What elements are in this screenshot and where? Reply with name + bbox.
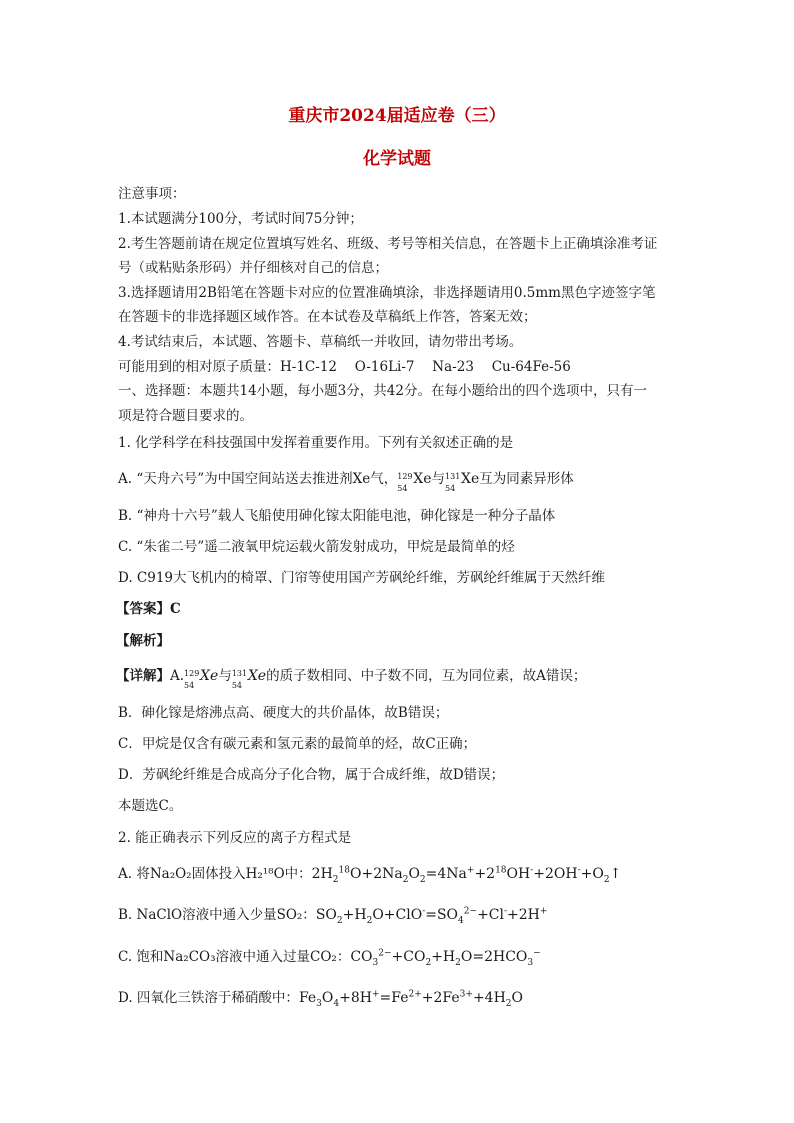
notice-item: 1.本试题满分100分，考试时间75分钟； [118,211,363,227]
section-heading-cont: 项是符合题目要求的。 [118,408,253,424]
atomic-masses: 可能用到的相对原子质量：H-1C-12 O-16Li-7 Na-23 Cu-64Fe-56 [118,359,571,375]
equation-b: $SO_2+H_2O+ClO^-=SO_4^{2-}+Cl^-+2H^+$ [315,906,548,926]
notice-item: 4.考试结束后，本试题、答题卡、草稿纸一并收回，请勿带出考场。 [118,334,523,350]
answer-value: C [170,601,181,617]
section-heading: 一、选择题：本题共14小题，每小题3分，共42分。在每小题给出的四个选项中，只有一 [118,383,647,399]
detail-b: B．砷化镓是熔沸点高、硬度大的共价晶体，故B错误； [118,705,449,721]
question-1-stem: 1. 化学科学在科技强国中发挥着重要作用。下列有关叙述正确的是 [118,435,514,451]
equation-d: $Fe_3O_4+8H^+=Fe^{2+}+2Fe^{3+}+4H_2O$ [298,989,524,1009]
q2-option-a: A. 将Na₂O₂固体投入H₂¹⁸O中：$2H_2^{18}O+2Na_2O_2=4Na^++2^{18}OH^-+2OH^-+O_2↑$ [118,865,622,885]
question-2-stem: 2. 能正确表示下列反应的离子方程式是 [118,830,352,846]
detail-a: 【详解】A. 129 54 Xe与 131 54 Xe的质子数相同、中子数不同，互为同位素，故A错误； [116,668,587,690]
exam-subtitle: 化学试题 [363,149,431,169]
q1-option-b: B. “神舟十六号”载人飞船使用砷化镓太阳能电池，砷化镓是一种分子晶体 [118,508,556,524]
answer-line [116,600,181,618]
q2-option-d: D. 四氧化三铁溶于稀硝酸中：$Fe_3O_4+8H^+=Fe^{2+}+2Fe^{3+}+4H_2O$ [118,989,524,1009]
q1-option-a: A. “天舟六号”为中国空间站送去推进剂Xe气， 129 54 Xe与 131 54 Xe互为同素异形体 [118,471,574,493]
equation-a: $2H_2^{18}O+2Na_2O_2=4Na^++2^{18}OH^-+2OH^-+O_2↑$ [311,865,622,885]
q2-option-b: B. NaClO溶液中通入少量SO₂：$SO_2+H_2O+ClO^-=SO_4^{2-}+Cl^-+2H^+$ [118,906,548,926]
notice-item: 2.考生答题前请在规定位置填写姓名、班级、考号等相关信息，在答题卡上正确填涂准考证 [118,236,658,252]
notice-heading: 注意事项： [118,186,186,202]
q1-option-c: C. “朱雀二号”遥二液氧甲烷运载火箭发射成功，甲烷是最简单的烃 [118,539,515,555]
q2-option-c: C. 饱和Na₂CO₃溶液中通入过量CO₂：$CO_3^{2-}+CO_2+H_2O=2HCO_3^-$ [118,948,541,968]
q1-option-d: D. C919大飞机内的椅罩、门帘等使用国产芳砜纶纤维，芳砜纶纤维属于天然纤维 [118,570,606,586]
exam-title: 重庆市2024届适应卷（三） [288,106,506,126]
analysis-label: 【解析】 [116,633,170,649]
notice-item: 在答题卡的非选择题区域作答。在本试卷及草稿纸上作答，答案无效； [118,309,537,325]
notice-item: 号（或粘贴条形码）并仔细核对自己的信息； [118,260,388,276]
answer-label: 【答案】 [116,601,170,617]
isotope-xe131: 131 54 [445,471,461,493]
notice-item: 3.选择题请用2B铅笔在答题卡对应的位置准确填涂，非选择题请用0.5mm黑色字迹签字笔 [118,285,656,301]
detail-c: C．甲烷是仅含有碳元素和氢元素的最简单的烃，故C正确； [118,736,477,752]
detail-d: D．芳砜纶纤维是合成高分子化合物，属于合成纤维，故D错误； [118,767,505,783]
isotope-xe129: 129 54 [397,471,413,493]
equation-c: $CO_3^{2-}+CO_2+H_2O=2HCO_3^-$ [350,948,541,968]
conclusion: 本题选C。 [118,798,183,814]
